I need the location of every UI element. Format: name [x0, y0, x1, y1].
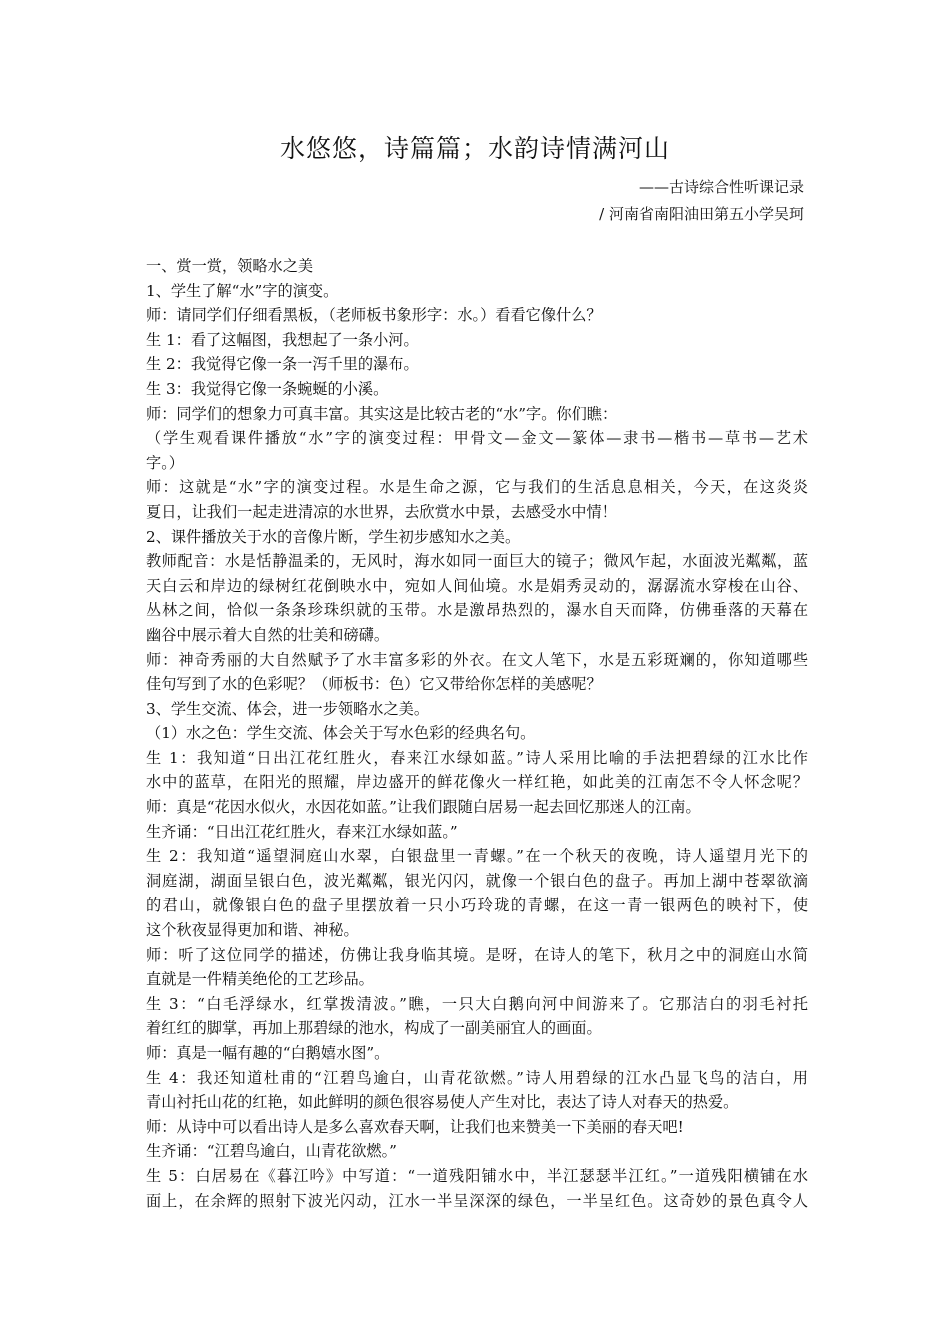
body-line: 青山衬托山花的红艳，如此鲜明的颜色很容易使人产生对比，表达了诗人对春天的热爱。 [146, 1093, 739, 1112]
body-line: 的君山，就像银白色的盘子里摆放着一只小巧玲珑的青螺，在这一青一银两色的映衬下，使 [146, 896, 808, 915]
document-author: / 河南省南阳油田第五小学吴珂 [599, 205, 804, 223]
body-line: 师：真是“花因水似火，水因花如蓝。”让我们跟随白居易一起去回忆那迷人的江南。 [146, 798, 701, 817]
body-line: 着红红的脚掌，再加上那碧绿的池水，构成了一副美丽宜人的画面。 [146, 1019, 602, 1038]
body-line: 2、课件播放关于水的音像片断，学生初步感知水之美。 [146, 527, 521, 546]
body-line: 1、学生了解“水”字的演变。 [146, 281, 339, 300]
body-line: 这个秋夜显得更加和谐、神秘。 [146, 921, 359, 940]
body-line: 生 2：我觉得它像一条一泻千里的瀑布。 [146, 355, 419, 374]
body-line: 生 5：白居易在《暮江吟》中写道：“一道残阳铺水中，半江瑟瑟半江红。”一道残阳横铺在水 [146, 1166, 808, 1185]
body-line: （学生观看课件播放“水”字的演变过程：甲骨文—金文—篆体—隶书—楷书—草书—艺术 [146, 429, 808, 448]
document-subtitle-block [599, 174, 804, 228]
body-line: 幽谷中展示着大自然的壮美和磅礴。 [146, 625, 389, 644]
body-line: 师：真是一幅有趣的“白鹅嬉水图”。 [146, 1044, 390, 1062]
body-line: 师：同学们的想象力可真丰富。其实这是比较古老的“水”字。你们瞧： [146, 404, 618, 423]
body-line: 师：请同学们仔细看黑板，（老师板书象形字：水。）看看它像什么？ [146, 306, 602, 325]
body-line: 水中的蓝草，在阳光的照耀，岸边盛开的鲜花像火一样红艳，如此美的江南怎不令人怀念呢？ [146, 773, 808, 792]
document-body [146, 254, 808, 1213]
body-line: 夏日，让我们一起走进清凉的水世界，去欣赏水中景，去感受水中情！ [146, 502, 617, 521]
body-line: 生齐诵：“江碧鸟逾白，山青花欲燃。” [146, 1142, 397, 1161]
body-line: （1）水之色：学生交流、体会关于写水色彩的经典名句。 [146, 724, 536, 743]
body-line: 生 2：我知道“遥望洞庭山水翠，白银盘里一青螺。”在一个秋天的夜晚，诗人遥望月光下的 [146, 847, 808, 866]
body-line: 字。） [146, 453, 184, 472]
body-line: 一、赏一赏，领略水之美 [146, 257, 314, 275]
body-line: 生 3：“白毛浮绿水，红掌拨清波。”瞧，一只大白鹅向河中间游来了。它那洁白的羽毛衬托 [146, 994, 808, 1013]
body-line: 直就是一件精美绝伦的工艺珍品。 [146, 970, 374, 989]
body-line: 生 4：我还知道杜甫的“江碧鸟逾白，山青花欲燃。”诗人用碧绿的江水凸显飞鸟的洁白，用 [146, 1068, 808, 1087]
body-line: 师：听了这位同学的描述，仿佛让我身临其境。是呀，在诗人的笔下，秋月之中的洞庭山水简 [146, 945, 808, 964]
document-title: 水悠悠，诗篇篇；水韵诗情满河山 [279, 134, 670, 163]
body-line: 面上，在余辉的照射下波光闪动，江水一半呈深深的绿色，一半呈红色。这奇妙的景色真令人 [146, 1191, 808, 1210]
body-line: 生 1：我知道“日出江花红胜火，春来江水绿如蓝。”诗人采用比喻的手法把碧绿的江水比作 [146, 748, 808, 767]
body-line: 佳句写到了水的色彩呢？（师板书：色）它又带给你怎样的美感呢？ [146, 675, 602, 694]
body-line: 师：从诗中可以看出诗人是多么喜欢春天啊，让我们也来赞美一下美丽的春天吧! [146, 1117, 684, 1136]
body-line: 3、学生交流、体会，进一步领略水之美。 [146, 699, 430, 718]
document-subtitle: ——古诗综合性听课记录 [638, 178, 804, 196]
body-line: 天白云和岸边的绿树红花倒映水中，宛如人间仙境。水是娟秀灵动的，潺潺流水穿梭在山谷、 [146, 576, 808, 595]
body-line: 教师配音：水是恬静温柔的，无风时，海水如同一面巨大的镜子；微风乍起，水面波光粼粼，蓝 [146, 552, 808, 571]
body-line: 生齐诵：“日出江花红胜火，春来江水绿如蓝。” [146, 822, 458, 841]
body-line: 生 3：我觉得它像一条蜿蜒的小溪。 [146, 379, 389, 398]
body-line: 师：这就是“水”字的演变过程。水是生命之源，它与我们的生活息息相关，今天，在这炎炎 [146, 478, 808, 497]
body-line: 师：神奇秀丽的大自然赋予了水丰富多彩的外衣。在文人笔下，水是五彩斑斓的，你知道哪些 [146, 650, 808, 669]
body-line: 丛林之间，恰似一条条珍珠织就的玉带。水是激昂热烈的，瀑水自天而降，仿佛垂落的天幕在 [146, 601, 808, 620]
body-line: 洞庭湖，湖面呈银白色，波光粼粼，银光闪闪，就像一个银白色的盘子。再加上湖中苍翠欲滴 [146, 871, 808, 890]
body-line: 生 1：看了这幅图，我想起了一条小河。 [146, 330, 419, 349]
